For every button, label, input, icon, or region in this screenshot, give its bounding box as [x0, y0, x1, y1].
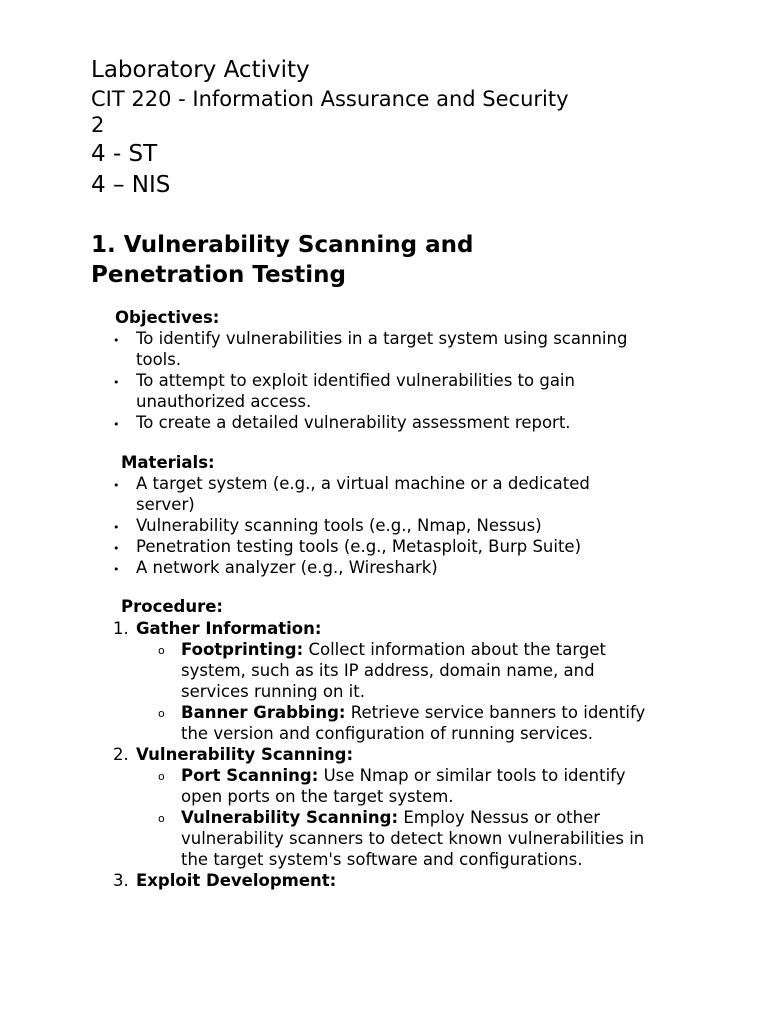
step-number: 3.	[113, 871, 129, 890]
substep-term: Banner Grabbing:	[181, 703, 346, 722]
substep-line	[181, 639, 606, 660]
procedure-label: Procedure:	[121, 597, 224, 616]
bullet-icon: •	[113, 563, 120, 576]
objective-item: To attempt to exploit identified vulnerabilities to gain	[136, 371, 575, 390]
substep-term: Footprinting:	[181, 640, 304, 659]
step-number: 1.	[113, 619, 129, 638]
material-item: A network analyzer (e.g., Wireshark)	[136, 558, 438, 577]
substep-term: Vulnerability Scanning:	[181, 808, 399, 827]
section-heading-continued: Penetration Testing	[91, 262, 346, 288]
objective-item: To identify vulnerabilities in a target system using scanning	[136, 329, 628, 348]
circle-bullet-icon: o	[158, 770, 165, 783]
substep-text-continued: system, such as its IP address, domain name, and	[181, 661, 595, 680]
circle-bullet-icon: o	[158, 812, 165, 825]
materials-label: Materials:	[121, 453, 215, 472]
course-title: CIT 220 - Information Assurance and Security	[91, 87, 569, 111]
bullet-icon: •	[113, 418, 120, 431]
objective-item-continued: tools.	[136, 350, 182, 369]
step-title: Exploit Development:	[136, 871, 337, 890]
substep-text-continued: vulnerability scanners to detect known vulnerabilities in	[181, 829, 645, 848]
bullet-icon: •	[113, 542, 120, 555]
section-heading: 1. Vulnerability Scanning and	[91, 232, 474, 258]
step-title: Gather Information:	[136, 619, 322, 638]
circle-bullet-icon: o	[158, 707, 165, 720]
substep-line	[181, 807, 600, 828]
substep-text-continued: the target system's software and configurations.	[181, 850, 583, 869]
bullet-icon: •	[113, 334, 120, 347]
substep-text-continued: the version and configuration of running services.	[181, 724, 593, 743]
section-code-nis: 4 – NIS	[91, 172, 171, 198]
document-title: Laboratory Activity	[91, 57, 310, 83]
substep-text: Employ Nessus or other	[403, 808, 601, 827]
substep-text: Retrieve service banners to identify	[350, 703, 646, 722]
objective-item: To create a detailed vulnerability assessment report.	[136, 413, 571, 432]
circle-bullet-icon: o	[158, 644, 165, 657]
substep-line	[181, 702, 645, 723]
bullet-icon: •	[113, 376, 120, 389]
bullet-icon: •	[113, 521, 120, 534]
course-title-continued: 2	[91, 113, 105, 137]
substep-text: Use Nmap or similar tools to identify	[323, 766, 626, 785]
section-code-st: 4 - ST	[91, 141, 158, 167]
substep-text-continued: open ports on the target system.	[181, 787, 454, 806]
substep-text-continued: services running on it.	[181, 682, 365, 701]
material-item: Penetration testing tools (e.g., Metasploit, Burp Suite)	[136, 537, 582, 556]
step-number: 2.	[113, 745, 129, 764]
substep-term: Port Scanning:	[181, 766, 319, 785]
substep-line	[181, 765, 625, 786]
objectives-label: Objectives:	[115, 308, 220, 327]
material-item-continued: server)	[136, 495, 195, 514]
material-item: A target system (e.g., a virtual machine or a dedicated	[136, 474, 590, 493]
objective-item-continued: unauthorized access.	[136, 392, 312, 411]
step-title: Vulnerability Scanning:	[136, 745, 354, 764]
bullet-icon: •	[113, 479, 120, 492]
material-item: Vulnerability scanning tools (e.g., Nmap, Nessus)	[136, 516, 542, 535]
substep-text: Collect information about the target	[308, 640, 607, 659]
